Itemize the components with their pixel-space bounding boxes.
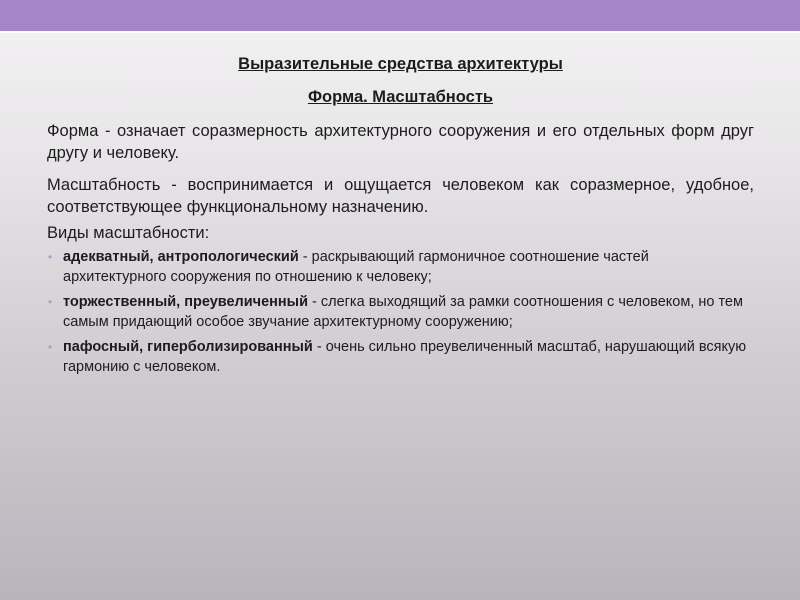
list-item (47, 293, 754, 332)
paragraph-scale-types: Виды масштабности: (47, 224, 210, 242)
list-item-term: адекватный, антропологический (63, 249, 299, 265)
list-item (47, 248, 754, 287)
list-item (47, 338, 754, 377)
paragraph-scale: Масштабность - воспринимается и ощущается человеком как соразмерное, удобное, соответствующее функциональному назначению. (47, 176, 754, 216)
list-item-term: торжественный, преувеличенный (63, 294, 308, 310)
bullet-dot-icon: • (48, 340, 53, 354)
list-item-text: - очень сильно преувеличенный масштаб, нарушающий всякую гармонию с человеком. (63, 339, 747, 375)
top-accent-band (0, 0, 800, 31)
band-separator-line (0, 31, 800, 33)
slide-content (47, 52, 754, 377)
paragraph-form: Форма - означает соразмерность архитектурного сооружения и его отдельных форм друг другу и человеку. (47, 122, 754, 162)
list-item-text: - раскрывающий гармоничное соотношение частей архитектурного сооружения по отношению к человеку; (63, 249, 649, 285)
slide-subtitle: Форма. Масштабность (307, 88, 494, 106)
scale-types-list (47, 248, 754, 377)
list-item-text: - слегка выходящий за рамки соотношения с человеком, но тем самым придающий особое звучание архитектурному сооружению; (63, 294, 743, 330)
bullet-dot-icon: • (48, 295, 53, 309)
list-item-term: пафосный, гиперболизированный (63, 339, 313, 355)
bullet-dot-icon: • (48, 250, 53, 264)
slide-title: Выразительные средства архитектуры (238, 55, 563, 73)
